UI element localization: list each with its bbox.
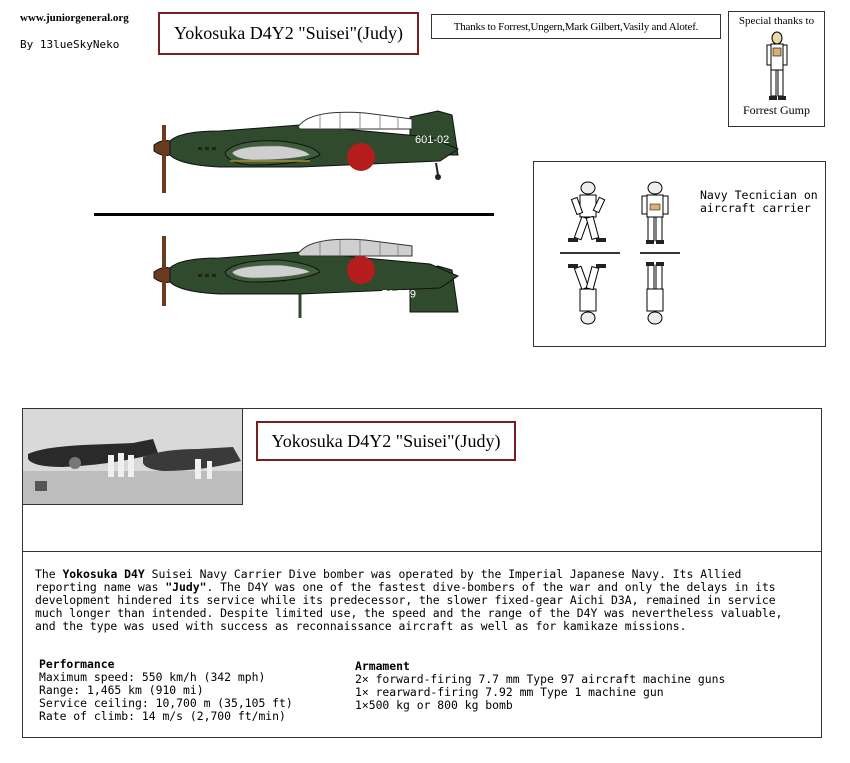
description-part: . The D4Y was one of the fastest dive-bombers of the war and only the delays in its development hindered its service while its predecessor, the slower fixed-gear Aichi D3A, remained in service much longer than intended. Despite limited use, the speed and the range of the D4Y was nevertheless valuable, and the type was used with success as reconnaissance aircraft as well as for kamikaze missions.: [35, 580, 783, 633]
special-thanks-name: Forrest Gump: [743, 103, 810, 117]
armament-section: [355, 660, 725, 712]
figure-sprite-icon: [763, 30, 791, 104]
page-title: [158, 12, 419, 55]
historical-photo: [22, 408, 243, 505]
page-title-text: Yokosuka D4Y2 "Suisei"(Judy): [174, 23, 403, 43]
description-aircraft-name: Yokosuka D4Y: [62, 567, 145, 581]
site-url: www.juniorgeneral.org: [20, 12, 129, 24]
special-thanks-box: [728, 11, 825, 127]
separator-line: [94, 213, 494, 216]
performance-section: [39, 658, 293, 723]
armament-line: 1×500 kg or 800 kg bomb: [355, 698, 513, 712]
info-title-text: Yokosuka D4Y2 "Suisei"(Judy): [271, 430, 501, 451]
description-part: Suisei Navy Carrier Dive bomber was operated by the Imperial Japanese Navy. Its Allied reporting name was: [35, 567, 742, 594]
technician-sprites-icon: [560, 178, 680, 328]
description-text: [35, 568, 795, 633]
author-credit: By 13lueSkyNeko: [20, 38, 120, 51]
aircraft-code-bottom: 601-02: [381, 287, 416, 299]
armament-line: 1× rearward-firing 7.92 mm Type 1 machine gun: [355, 685, 664, 699]
performance-line: Maximum speed: 550 km/h (342 mph): [39, 670, 266, 684]
armament-heading: Armament: [355, 659, 410, 673]
thanks-box: [431, 14, 721, 39]
info-title: [256, 421, 516, 461]
aircraft-side-view-right: [140, 232, 465, 322]
aircraft-side-view-left: [140, 105, 465, 195]
thanks-text: Thanks to Forrest,Ungern,Mark Gilbert,Vasily and Alotef.: [453, 20, 699, 33]
technician-label: Navy Tecnician on aircraft carrier: [700, 188, 818, 215]
performance-line: Range: 1,465 km (910 mi): [39, 683, 204, 697]
performance-line: Service ceiling: 10,700 m (35,105 ft): [39, 696, 293, 710]
aircraft-code-top: 601-02: [415, 134, 450, 146]
description-part: The: [35, 567, 63, 581]
technician-box: [533, 161, 826, 347]
info-panel: [22, 408, 822, 738]
description-reporting-name: "Judy": [165, 580, 207, 594]
armament-line: 2× forward-firing 7.7 mm Type 97 aircraft machine guns: [355, 672, 726, 686]
photo-image-icon: [23, 409, 243, 505]
performance-heading: Performance: [39, 657, 115, 671]
special-thanks-title: Special thanks to: [738, 15, 815, 27]
info-divider: [23, 551, 821, 552]
performance-line: Rate of climb: 14 m/s (2,700 ft/min): [39, 709, 286, 723]
